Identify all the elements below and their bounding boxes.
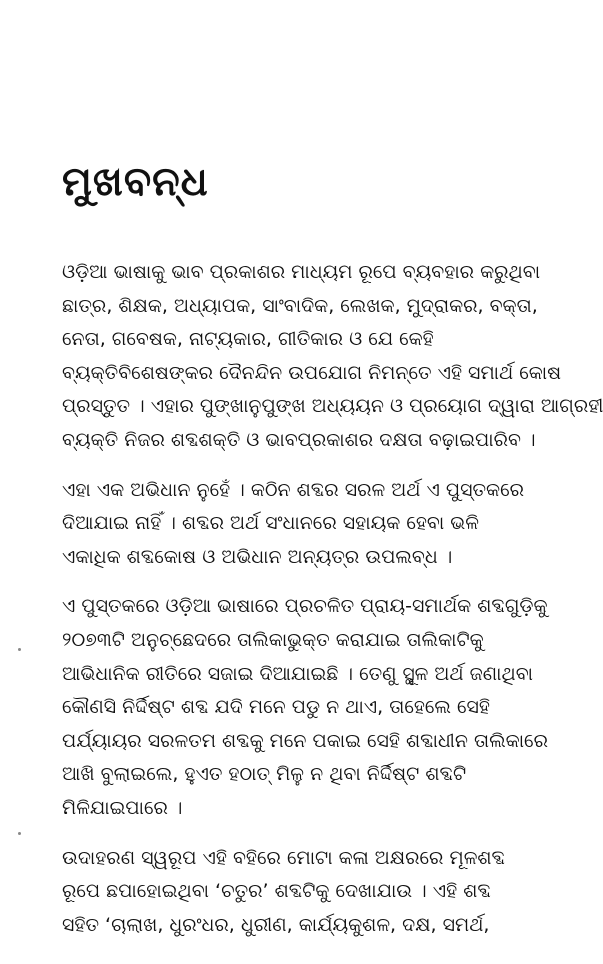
text-line: ବ୍ୟକ୍ତିବିଶେଷଙ୍କର ଦୈନନ୍ଦିନ ଉପଯୋଗ ନିମନ୍ତେ ଏହି ସମାର୍ଥ କୋଷ (62, 361, 562, 384)
text-line: ମିଳିଯାଇପାରେ । (62, 796, 183, 819)
text-line: ଏହା ଏକ ଅଭିଧାନ ନୁହେଁ । କଠିନ ଶବ୍ଦର ସରଳ ଅର୍ଥ ଏ ପୁସ୍ତକରେ (62, 478, 524, 501)
text-line: ଉଦାହରଣ ସ୍ୱରୂପ ଏହି ବହିରେ ମୋଟା କଳା ଅକ୍ଷରରେ ମୂଳଶବ୍ଦ (62, 846, 506, 869)
text-line: ଓଡ଼ିଆ ଭାଷାକୁ ଭାବ ପ୍ରକାଶର ମାଧ୍ୟମ ରୂପେ ବ୍ୟବହାର କରୁଥିବା (62, 261, 541, 283)
text-line: ଆଭିଧାନିକ ରୀତିରେ ସଜାଇ ଦିଆଯାଇଛି । ତେଣୁ ସ୍ଥୂଳ ଅର୍ଥ ଜଣାଥିବା (62, 662, 533, 685)
text-line: କୌଣସି ନିର୍ଦ୍ଦିଷ୍ଟ ଶବ୍ଦ ଯଦି ମନେ ପଡୁ ନ ଥାଏ, ତାହେଲେ ସେହି (62, 696, 490, 719)
text-line: ପ୍ରସ୍ତୁତ । ଏହାର ପୁଙ୍ଖାନୁପୁଙ୍ଖ ଅଧ୍ୟୟନ ଓ ପ୍ରୟୋଗ ଦ୍ୱାରା ଆଗ୍ରହୀ (62, 395, 603, 418)
text-line: ସହିତ ‘ଚାଲାଖ, ଧୁରଂଧର, ଧୁରୀଣ, କାର୍ଯ୍ୟକୁଶଳ, ଦକ୍ଷ, ସମର୍ଥ, (62, 913, 490, 936)
text-line: ପର୍ଯ୍ୟାୟର ସରଳତମ ଶବ୍ଦକୁ ମନେ ପକାଇ ସେହି ଶବ୍ଦାଧୀନ ତାଲିକାରେ (62, 729, 548, 752)
text-line: ଏ ପୁସ୍ତକରେ ଓଡ଼ିଆ ଭାଷାରେ ପ୍ରଚଳିତ ପ୍ରାୟ-ସମାର୍ଥକ ଶବ୍ଦଗୁଡ଼ିକୁ (62, 595, 548, 618)
paragraph-3 (62, 590, 548, 825)
text-line: ଛାତ୍ର, ଶିକ୍ଷକ, ଅଧ୍ୟାପକ, ସାଂବାଦିକ, ଲେଖକ, ମୁଦ୍ରାକର, ବକ୍ତା, (62, 294, 538, 317)
text-line: ୨୦୭୩ଟି ଅନୁଚ୍ଛେଦରେ ତାଲିକାଭୁକ୍ତ କରାଯାଇ ତାଲିକାଟିକୁ (62, 628, 484, 651)
text-line: ବ୍ୟକ୍ତି ନିଜର ଶବ୍ଦଶକ୍ତି ଓ ଭାବପ୍ରକାଶର ଦକ୍ଷତା ବଢ଼ାଇପାରିବ । (62, 428, 536, 451)
text-line: ଆଖି ବୁଲାଇଲେ, ହୁଏତ ହଠାତ୍ ମିଳୁ ନ ଥିବା ନିର୍ଦ୍ଦିଷ୍ଟ ଶବ୍ଦଟି (62, 763, 467, 786)
margin-dot (18, 648, 21, 651)
text-line: ଏକାଧିକ ଶବ୍ଦକୋଷ ଓ ଅଭିଧାନ ଅନ୍ୟତ୍ର ଉପଲବ୍ଧ । (62, 545, 453, 568)
paragraph-4 (62, 842, 532, 943)
paragraph-1 (62, 256, 603, 458)
text-line: ରୂପେ ଛପାହୋଇଥିବା ‘ଚତୁର’ ଶବ୍ଦଟିକୁ ଦେଖାଯାଉ । ଏହି ଶବ୍ଦ (62, 880, 491, 903)
paragraph-2 (62, 474, 532, 575)
text-line: ଦିଆଯାଇ ନାହିଁ । ଶବ୍ଦର ଅର୍ଥ ସଂଧାନରେ ସହାୟକ ହେବା ଭଳି (62, 512, 479, 535)
text-line: ନେତା, ଗବେଷକ, ନାଟ୍ୟକାର, ଗୀତିକାର ଓ ଯେ କେହି (62, 328, 434, 351)
preface-body (62, 256, 603, 958)
page-heading: ମୁଖବନ୍ଧ (62, 159, 209, 205)
margin-dot (18, 832, 21, 835)
